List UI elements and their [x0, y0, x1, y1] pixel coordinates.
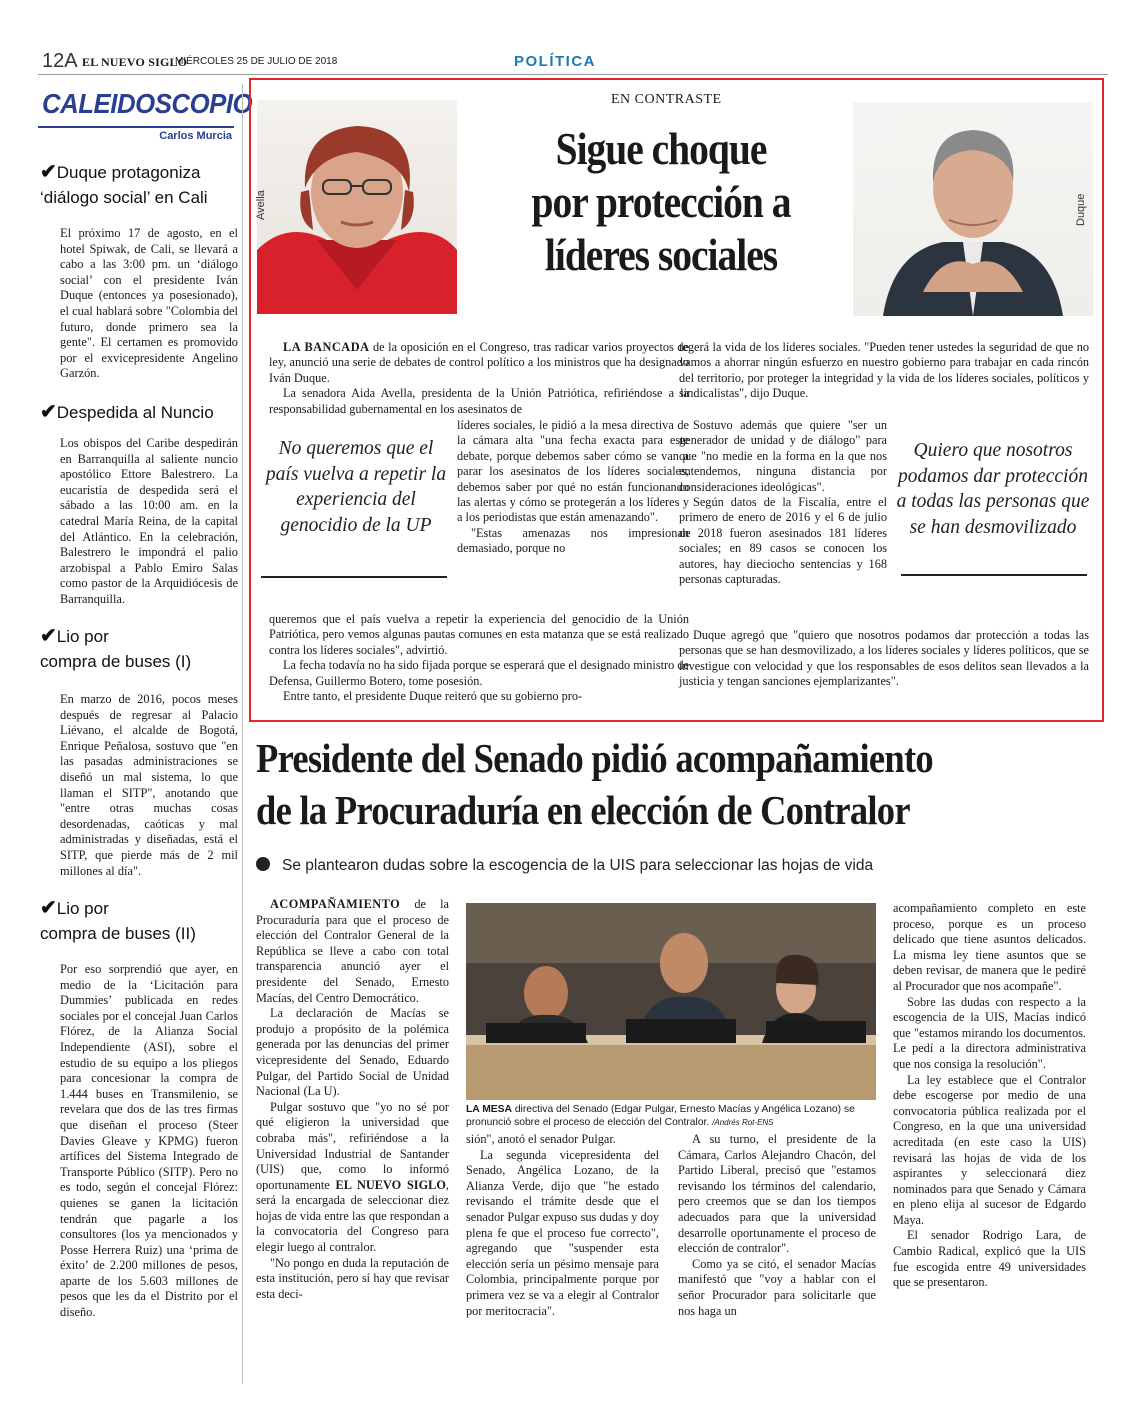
portrait-man-image	[853, 102, 1093, 316]
check-icon: ✔	[40, 401, 57, 423]
kicker: EN CONTRASTE	[611, 92, 722, 107]
photo-caption: Duque	[1075, 193, 1087, 226]
issue-date: MIÉRCOLES 25 DE JULIO DE 2018	[175, 56, 338, 67]
feature-body-narrow: líderes sociales, le pidió a la mesa directiva de la cámara alta "una fecha exacta para este debate, porque debemos saber cómo se van a parar los asesinatos de los líderes sociales, debemos saber por qué no están funcionando las alertas y cómo se protegerán a los líderes y a los periodistas que están amenazando". "Estas amenazas nos impresionan demasiado, porque no	[457, 418, 689, 556]
page-number: 12A	[42, 50, 78, 72]
photo-avella	[257, 100, 457, 314]
feature-body-right-bottom: Duque agregó que "quiero que nosotros podamos dar protección a todas las personas que se han desmovilizado, a los líderes sociales y líderes políticos, que se investigue con velocidad y que los responsables de esos delitos sean llevados a la justicia y tengan sanciones ejemplarizantes".	[679, 628, 1089, 689]
brief-body: En marzo de 2016, pocos meses después de regresar al Palacio Liévano, el alcalde de Bogotá, Enrique Peñalosa, sostuvo que "en las pasadas administraciones se diseñó un mal sistema, lo que llaman el SITP", anotando que "entre otras muchas cosas desordenadas, caóticas y mal administradas y diseñadas, está el SITP, que pierde más de 2 mil millones al día".	[60, 692, 238, 878]
header-rule	[38, 74, 1108, 75]
feature-body-right-narrow: Sostuvo además que quiere "ser un generador de unidad y de diálogo" para que "no medie en la forma en la que nos entendemos, ninguna distancia por consideraciones ideológicas". Según datos de la Fiscalía, entre el primero de enero de 2016 y el 6 de julio de 2018 fueron asesinados 181 líderes sociales; en 89 casos se conocen los autores, hay dieciocho sentencias y 168 personas capturadas.	[679, 418, 887, 587]
portrait-woman-image	[257, 100, 457, 314]
senate-board-image	[466, 903, 876, 1100]
brief-title: ✔Despedida al Nuncio	[40, 401, 214, 423]
page-header	[38, 50, 1108, 74]
article-headline: Presidente del Senado pidió acompañamiento de la Procuraduría en elección de Contralor	[256, 735, 933, 833]
article-column-3: A su turno, el presidente de la Cámara, Carlos Alejandro Chacón, del Partido Liberal, precisó que "estamos revisando los términos del calendario, pero creemos que se dan los tiempos adecuados para que la universidad desarrolle oportunamente el proceso de elección de contralor". Como ya se citó, el senador Macías manifestó que "voy a hablar con el señor Procurador para solicitarle que nos haga un	[678, 1132, 876, 1318]
article-column-4: acompañamiento completo en este proceso, porque es un proceso delicado que tiene asuntos delicados. La misma ley tiene asuntos que se deben revisar, de manera que le pediré al Procurador que nos acompañe". Sobre las dudas con respecto a la escogencia de la UIS, Macías indicó que "estamos mirando los documentos. Le pedí a la directora administrativa que nos consiga la resolución". La ley establece que el Contralor debe escogerse por medio de una convocatoria pública realizada por el Congreso, en la que una universidad acreditada (en este caso la UIS) revisará las hojas de vida de los aspirantes y seleccionará diez nominados para que Senado y Cámara en pleno elija al sucesor de Edgardo Maya. El senador Rodrigo Lara, de Cambio Radical, explicó que la UIS fue escogida entre 49 universidades que se presentaron.	[893, 901, 1086, 1290]
feature-box	[249, 78, 1104, 722]
brief-title: ✔Lio por compra de buses (I)	[40, 625, 192, 671]
column-author: Carlos Murcia	[159, 130, 232, 142]
lead-in: LA BANCADA	[283, 340, 370, 354]
feature-headline: Sigue choque por protección a líderes sociales	[531, 123, 791, 280]
brief-title: ✔Duque protagoniza ‘diálogo social’ en Cali	[40, 161, 208, 207]
pull-quote-right: Quiero que nosotros podamos dar protección a todas las personas que se han desmovilizado	[896, 440, 1090, 538]
photo-duque	[853, 102, 1093, 316]
pull-quote-left: No queremos que el país vuelva a repetir la experiencia del genocidio de la UP	[265, 438, 447, 536]
check-icon: ✔	[40, 897, 57, 919]
brief-body: Por eso sorprendió que ayer, en medio de la ‘Licitación para Dummies’ publicada en redes sociales por el concejal Juan Carlos Flórez, de la Alianza Social Independiente (ASI), sobre el estudio de su equipo a los pliegos para concesionar la compra de 1.444 buses en Transmilenio, se revelara que dos de las tres firmas que diseñan el proceso (Steer Davies Gleave y KPMG) fueron artífices del Sistema Integrado de Transporte Público (SITP). Pero no es todo, según el concejal Flórez: quienes se ganen la licitación tendrán que pagarle a los consultores (los ya mencionados y Posse Herrera Ruiz) una ‘prima de éxito’ de 2.200 millones de pesos, aparte de los 5.603 millones de pesos que les da el Distrito por el diseño.	[60, 962, 238, 1320]
lead-in: ACOMPAÑAMIENTO	[270, 897, 401, 911]
newspaper-name: EL NUEVO SIGLO	[82, 55, 188, 69]
quote-rule	[901, 574, 1087, 576]
article-column-1: ACOMPAÑAMIENTO de la Procuraduría para que el proceso de elección del Contralor General de la República se lleve a cabo con total transparencia anunció ayer el presidente del Senado, Ernesto Macías, del Centro Democrático. La declaración de Macías se produjo a propósito de la polémica generada por las denuncias del primer vicepresidente del Senado, Eduardo Pulgar, del Partido Social de Unidad Nacional (La U). Pulgar sostuvo que "yo no sé por qué eligieron la universidad que cobraba más", refiriéndose a la Universidad Industrial de Santander (UIS) que, como lo informó oportunamente EL NUEVO SIGLO, será la encargada de seleccionar diez hojas de vida entre las que respondan a la convocatoria del Congreso para elegir luego al contralor. "No pongo en duda la reputación de esta institución, pero sí hay que revisar esta deci-	[256, 897, 449, 1301]
column-title: CALEIDOSCOPIO	[42, 88, 253, 119]
photo-caption: LA MESA directiva del Senado (Edgar Pulgar, Ernesto Macías y Angélica Lozano) se pronunció sobre el proceso de elección del Contralor. /Andrés Rot-ENS	[466, 1104, 855, 1128]
feature-body-bottom: queremos que el país vuelva a repetir la experiencia del genocidio de la Unión Patriótica, pero vemos algunas pautas comunes en esta matanza que se está realizado contra los líderes sociales", advirtió. La fecha todavía no ha sido fijada porque se esperará que el designado ministro de Defensa, Guillermo Botero, tome posesión. Entre tanto, el presidente Duque reiteró que su gobierno pro-	[269, 612, 689, 704]
feature-body-top: LA BANCADA de la oposición en el Congreso, tras radicar varios proyectos de ley, anunció una serie de debates de control político a los ministros que ha designado Iván Duque. La senadora Aida Avella, presidenta de la Unión Patriótica, refiriéndose a la responsabilidad gubernamental en los asesinatos de	[269, 340, 689, 416]
column-divider	[242, 84, 243, 1384]
check-icon: ✔	[40, 161, 57, 183]
brief-title: ✔Lio por compra de buses (II)	[40, 897, 196, 943]
senate-photo	[466, 903, 876, 1100]
column-title-rule	[38, 126, 234, 128]
feature-body-right-top: tegerá la vida de los líderes sociales. "Pueden tener ustedes la seguridad de que no vamos a ahorrar ningún esfuerzo en nuestro gobierno para trabajar en cada rincón del territorio, por proteger la integridad y la vida de los líderes sociales, políticos y sindicalistas", dijo Duque.	[679, 340, 1089, 401]
article-column-2: sión", anotó el senador Pulgar. La segunda vicepresidenta del Senado, Angélica Lozano, de la Alianza Verde, dijo que "he estado revisando el trámite desde que el senador Pulgar expuso sus dudas y doy plena fe que el proceso fue correcto", agregando que "suspender esta elección sería un pésimo mensaje para Colombia, principalmente porque por primera vez se va a elegir al Contralor por meritocracia".	[466, 1132, 659, 1318]
quote-rule	[261, 576, 447, 578]
article-deck: Se plantearon dudas sobre la escogencia de la UIS para seleccionar las hojas de vida	[256, 857, 873, 875]
brief-body: El próximo 17 de agosto, en el hotel Spiwak, de Cali, se llevará a cabo a las 3:00 pm. un ‘diálogo social’ con el presidente Iván Duque (entonces ya posesionado), el cual hablará sobre "Colombia del futuro, donde primero sea la gente". El certamen es promovido por el exvicepresidente Angelino Garzón.	[60, 226, 238, 381]
caleidoscopio-column	[38, 84, 253, 1384]
newspaper-mention: EL NUEVO SIGLO	[335, 1177, 446, 1192]
bullet-icon	[256, 857, 270, 871]
brief-body: Los obispos del Caribe despedirán en Barranquilla al saliente nuncio apostólico Ettore Balestrero. La eucaristía de despedida será el sábado a las 10:00 am. en la catedral María Reina, de la capital del Atlántico. En la celebración, Balestrero le impondrá el palio arzobispal a Pablo Emiro Salas como pastor de la Arquidiócesis de Barranquilla.	[60, 436, 238, 606]
section-name: POLÍTICA	[514, 53, 596, 70]
check-icon: ✔	[40, 625, 57, 647]
photo-caption: Avella	[255, 190, 267, 220]
